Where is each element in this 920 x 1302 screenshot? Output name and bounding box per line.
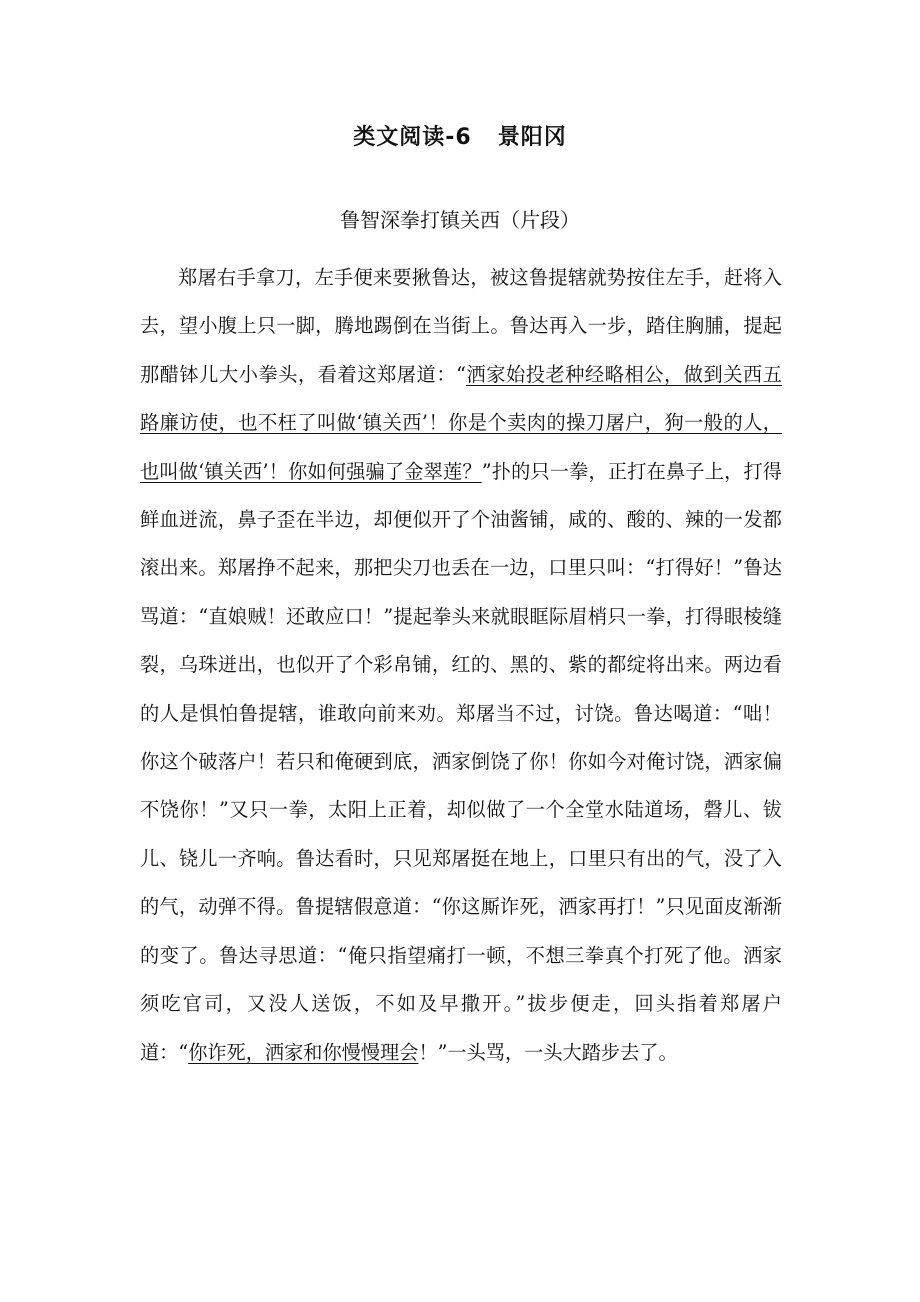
document-title-name: 景阳冈 — [497, 125, 567, 150]
document-title — [0, 120, 920, 151]
passage-text-3: ！”一头骂，一头大踏步去了。 — [418, 1040, 678, 1064]
section-title: 鲁智深拳打镇关西（片段） — [340, 208, 580, 232]
passage-text-2: ”扑的只一拳，正打在鼻子上，打得鲜血迸流，鼻子歪在半边，却便似开了个油酱铺，咸的、酸的、辣的一发都滚出来。郑屠挣不起来，那把尖刀也丢在一边，口里只叫：“打得好！”鲁达骂道：“直娘贼！还敢应口！”提起拳头来就眼眶际眉梢只一拳，打得眼棱缝裂，乌珠迸出，也似开了个彩帛铺，红的、黑的、紫的都绽将出来。两边看的人是惧怕鲁提辖，谁敢向前来劝。郑屠当不过，讨饶。鲁达喝道：“咄！你这个破落户！若只和俺硬到底，洒家倒饶了你！你如今对俺讨饶，洒家偏不饶你！”又只一拳，太阳上正着，却似做了一个全堂水陆道场，磬儿、钹儿、铙儿一齐响。鲁达看时，只见郑屠挺在地上，口里只有出的气，没了入的气，动弹不得。鲁提辖假意道：“你这厮诈死，洒家再打！”只见面皮渐渐的变了。鲁达寻思道：“俺只指望痛打一顿，不想三拳真个打死了他。洒家须吃官司，又没人送饭，不如及早撒开。”拔步便走，回头指着郑屠户道：“ — [140, 459, 782, 1064]
underlined-quote-1: 洒家始投老种经略相公，做到关西五路廉访使，也不枉了叫做‘镇关西’！你是个卖肉的操刀屠户，狗一般的人，也叫做‘镇关西’！你如何强骗了金翠莲？ — [140, 362, 782, 483]
document-title-series: 类文阅读-6 — [353, 125, 472, 150]
underlined-quote-2: 你诈死，洒家和你慢慢理会 — [188, 1040, 419, 1064]
passage-paragraph — [140, 254, 782, 1077]
passage-text-1: 郑屠右手拿刀，左手便来要揪鲁达，被这鲁提辖就势按住左手，赶将入去，望小腹上只一脚，腾地踢倒在当街上。鲁达再入一步，踏住胸脯，提起那醋钵儿大小拳头，看着这郑屠道：“ — [140, 266, 782, 386]
